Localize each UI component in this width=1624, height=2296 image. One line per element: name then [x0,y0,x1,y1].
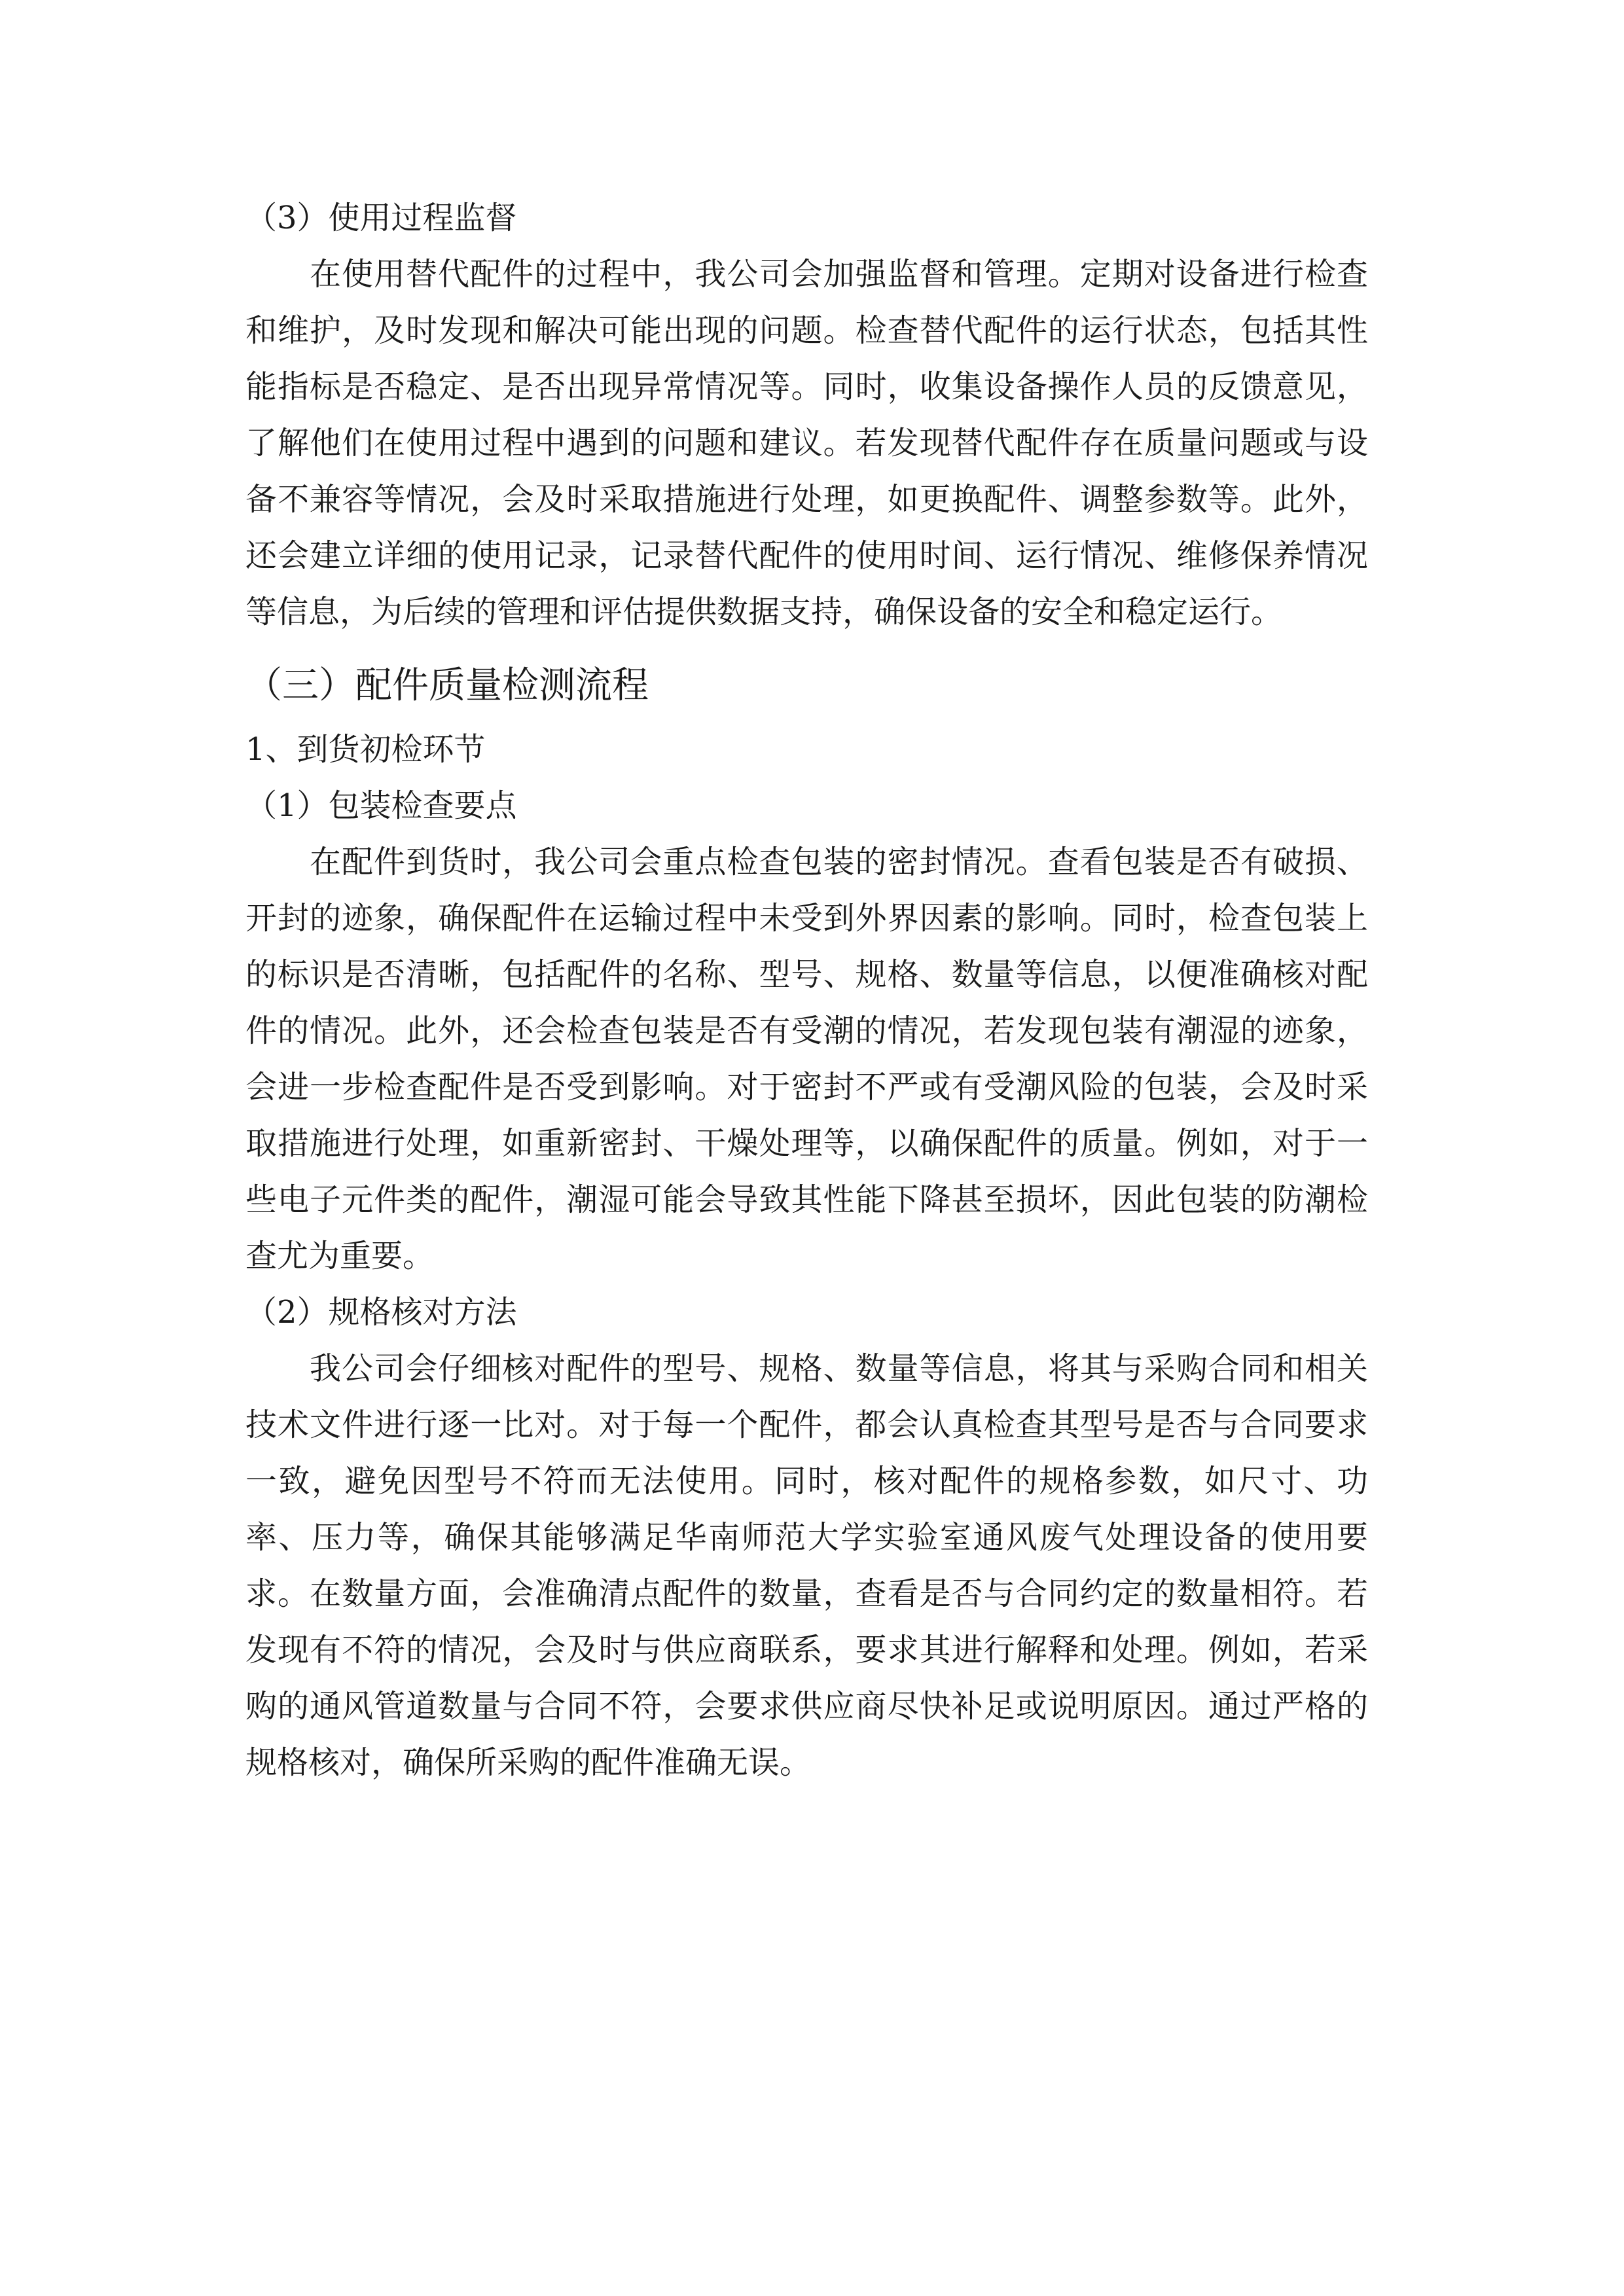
subheading-packaging-check: （1）包装检查要点 [245,787,517,824]
document-page [245,190,1368,1791]
paragraph-packaging-check: 在配件到货时，我公司会重点检查包装的密封情况。查看包装是否有破损、开封的迹象，确保配件在运输过程中未受到外界因素的影响。同时，检查包装上的标识是否清晰，包括配件的名称、型号、规格、数量等信息，以便准确核对配件的情况。此外，还会检查包装是否有受潮的情况，若发现包装有潮湿的迹象，会进一步检查配件是否受到影响。对于密封不严或有受潮风险的包装，会及时采取措施进行处理，如重新密封、干燥处理等，以确保配件的质量。例如，对于一些电子元件类的配件，潮湿可能会导致其性能下降甚至损坏，因此包装的防潮检查尤为重要。 [245,844,1368,1274]
heading-arrival-inspection: 1、到货初检环节 [245,731,486,768]
paragraph-usage-supervision: 在使用替代配件的过程中，我公司会加强监督和管理。定期对设备进行检查和维护，及时发现和解决可能出现的问题。检查替代配件的运行状态，包括其性能指标是否稳定、是否出现异常情况等。同时，收集设备操作人员的反馈意见，了解他们在使用过程中遇到的问题和建议。若发现替代配件存在质量问题或与设备不兼容等情况，会及时采取措施进行处理，如更换配件、调整参数等。此外，还会建立详细的使用记录，记录替代配件的使用时间、运行情况、维修保养情况等信息，为后续的管理和评估提供数据支持，确保设备的安全和稳定运行。 [245,256,1368,630]
subheading-spec-verification: （2）规格核对方法 [245,1294,517,1331]
subheading-usage-supervision: （3）使用过程监督 [245,200,517,236]
section-heading-quality-inspection: （三）配件质量检测流程 [245,664,649,707]
paragraph-spec-verification: 我公司会仔细核对配件的型号、规格、数量等信息，将其与采购合同和相关技术文件进行逐一比对。对于每一个配件，都会认真检查其型号是否与合同要求一致，避免因型号不符而无法使用。同时，核对配件的规格参数，如尺寸、功率、压力等，确保其能够满足华南师范大学实验室通风废气处理设备的使用要求。在数量方面，会准确清点配件的数量，查看是否与合同约定的数量相符。若发现有不符的情况，会及时与供应商联系，要求其进行解释和处理。例如，若采购的通风管道数量与合同不符，会要求供应商尽快补足或说明原因。通过严格的规格核对，确保所采购的配件准确无误。 [245,1350,1368,1781]
